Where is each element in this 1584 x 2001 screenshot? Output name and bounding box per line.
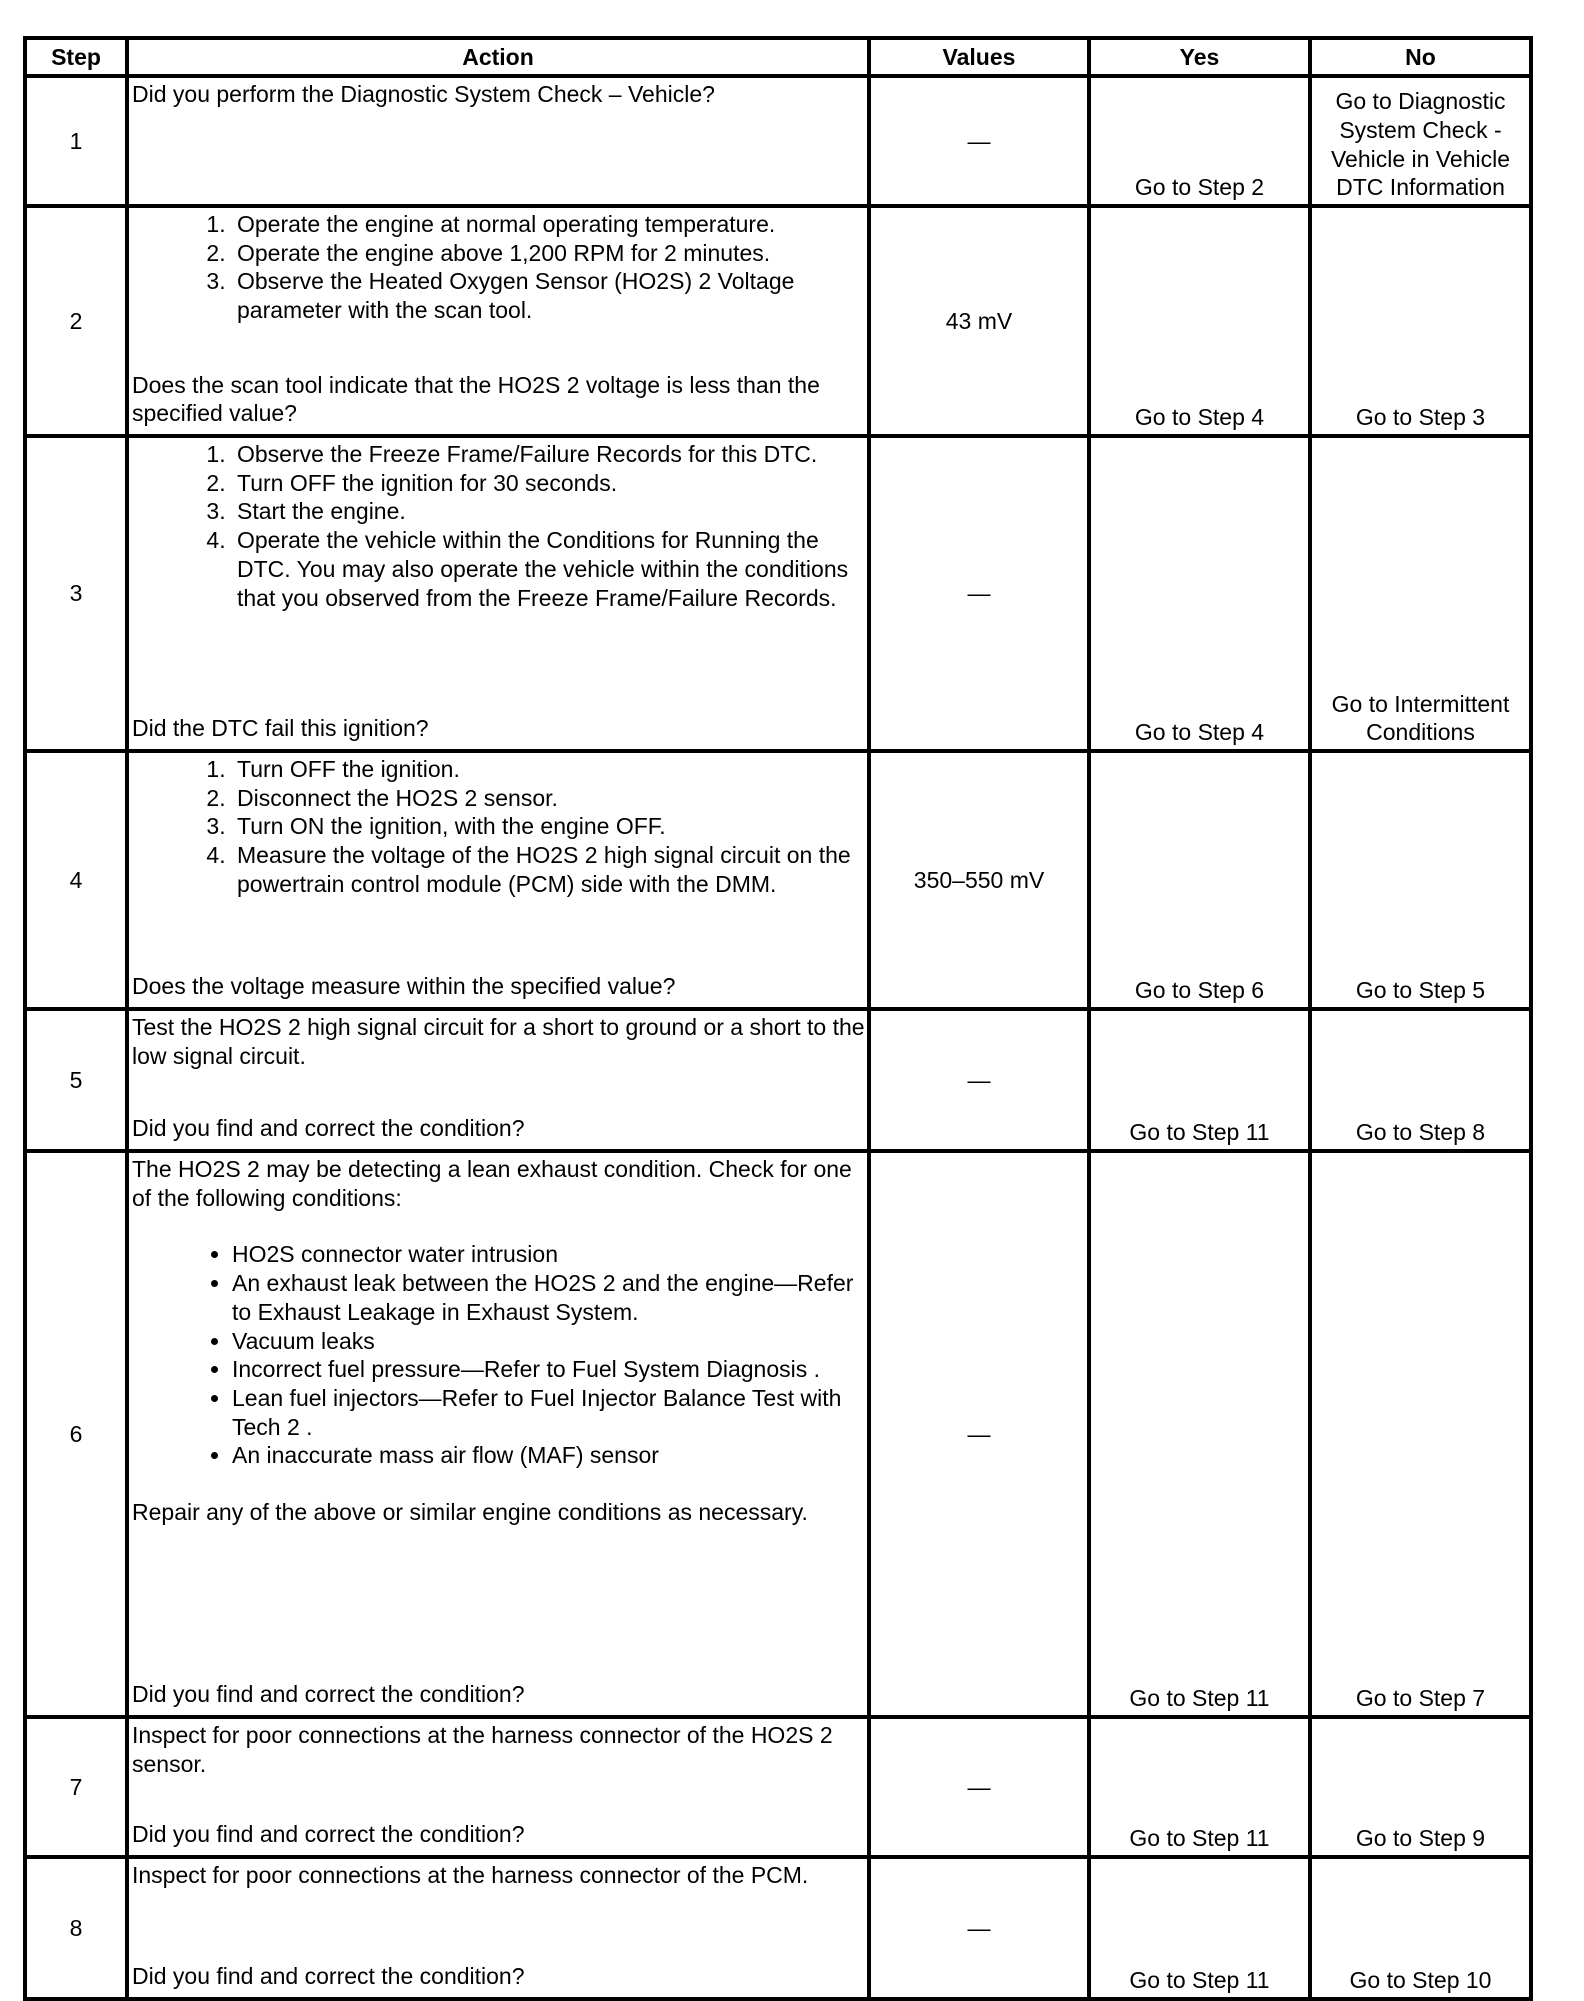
no-cell bbox=[1310, 1857, 1531, 1999]
header-values: Values bbox=[869, 38, 1089, 76]
action-question: Did you find and correct the condition? bbox=[132, 1821, 525, 1848]
action-cell bbox=[127, 1151, 869, 1717]
action-step: 2. Turn OFF the ignition for 30 seconds. bbox=[232, 469, 865, 498]
action-step: 1. Operate the engine at normal operating temperature. bbox=[232, 210, 865, 239]
action-cell bbox=[127, 206, 869, 436]
action-question: Does the scan tool indicate that the HO2S 2 voltage is less than the specified value? bbox=[132, 371, 820, 427]
yes-cell bbox=[1089, 206, 1310, 436]
yes-link[interactable]: Go to Step 4 bbox=[1134, 719, 1265, 746]
no-link[interactable]: Go to Step 9 bbox=[1355, 1825, 1486, 1852]
action-cell bbox=[127, 436, 869, 751]
yes-cell bbox=[1089, 1857, 1310, 1999]
condition-item: • Incorrect fuel pressure—Refer to Fuel System Diagnosis . bbox=[232, 1355, 865, 1384]
step-number: 7 bbox=[25, 1717, 127, 1857]
no-cell bbox=[1310, 436, 1531, 751]
no-link[interactable]: Go to Step 3 bbox=[1355, 404, 1486, 431]
table-row bbox=[25, 1009, 1531, 1151]
header-row bbox=[25, 38, 1531, 76]
action-intro: Inspect for poor connections at the harness connector of the HO2S 2 sensor. bbox=[132, 1722, 833, 1777]
action-intro: Inspect for poor connections at the harness connector of the PCM. bbox=[132, 1862, 809, 1888]
action-steps bbox=[132, 210, 865, 325]
step-number: 3 bbox=[25, 436, 127, 751]
action-content bbox=[129, 78, 867, 200]
no-cell bbox=[1310, 751, 1531, 1009]
action-content bbox=[129, 1153, 867, 1711]
no-link[interactable]: Go to Intermittent Conditions bbox=[1331, 690, 1510, 746]
diagnostic-table bbox=[23, 36, 1533, 2001]
action-step: 1. Turn OFF the ignition. bbox=[232, 755, 865, 784]
action-question: Did you find and correct the condition? bbox=[132, 1963, 525, 1990]
yes-link[interactable]: Go to Step 11 bbox=[1129, 1685, 1270, 1712]
value-cell: — bbox=[869, 1009, 1089, 1151]
no-cell bbox=[1310, 76, 1531, 206]
value-cell: 43 mV bbox=[869, 206, 1089, 436]
step-number: 5 bbox=[25, 1009, 127, 1151]
value-cell: — bbox=[869, 76, 1089, 206]
action-content bbox=[129, 208, 867, 430]
header-action: Action bbox=[127, 38, 869, 76]
table-row bbox=[25, 1717, 1531, 1857]
action-cell bbox=[127, 1857, 869, 1999]
action-question: Did you find and correct the condition? bbox=[132, 1115, 525, 1142]
table-row bbox=[25, 436, 1531, 751]
action-top bbox=[132, 1013, 865, 1070]
action-top bbox=[132, 80, 865, 109]
value-cell: — bbox=[869, 1857, 1089, 1999]
action-step: 4. Measure the voltage of the HO2S 2 high signal circuit on the powertrain control module (PCM) side with the DMM. bbox=[232, 841, 865, 898]
no-link[interactable]: Go to Diagnostic System Check - Vehicle in Vehicle DTC Information bbox=[1330, 88, 1510, 201]
action-step: 3. Start the engine. bbox=[232, 497, 865, 526]
header-no: No bbox=[1310, 38, 1531, 76]
table-row bbox=[25, 1857, 1531, 1999]
table-row bbox=[25, 206, 1531, 436]
condition-item: • An inaccurate mass air flow (MAF) sensor bbox=[232, 1441, 865, 1470]
yes-link[interactable]: Go to Step 11 bbox=[1129, 1967, 1270, 1994]
no-link[interactable]: Go to Step 10 bbox=[1349, 1967, 1492, 1994]
value-cell: — bbox=[869, 436, 1089, 751]
action-note: Repair any of the above or similar engine conditions as necessary. bbox=[132, 1499, 808, 1526]
yes-cell bbox=[1089, 1717, 1310, 1857]
action-question: Did the DTC fail this ignition? bbox=[132, 715, 429, 742]
no-cell bbox=[1310, 206, 1531, 436]
action-cell bbox=[127, 76, 869, 206]
table-row bbox=[25, 1151, 1531, 1717]
action-content bbox=[129, 1859, 867, 1993]
yes-link[interactable]: Go to Step 11 bbox=[1129, 1825, 1270, 1852]
condition-list bbox=[132, 1240, 865, 1470]
value-cell: 350–550 mV bbox=[869, 751, 1089, 1009]
action-top bbox=[132, 440, 865, 612]
action-top bbox=[132, 755, 865, 899]
action-question: Did you find and correct the condition? bbox=[132, 1681, 525, 1708]
action-step: 3. Observe the Heated Oxygen Sensor (HO2S) 2 Voltage parameter with the scan tool. bbox=[232, 267, 865, 324]
action-content bbox=[129, 1719, 867, 1851]
condition-item: • Vacuum leaks bbox=[232, 1327, 865, 1356]
no-cell bbox=[1310, 1009, 1531, 1151]
action-step: 2. Disconnect the HO2S 2 sensor. bbox=[232, 784, 865, 813]
yes-cell bbox=[1089, 436, 1310, 751]
header-yes: Yes bbox=[1089, 38, 1310, 76]
step-number: 2 bbox=[25, 206, 127, 436]
condition-item: • HO2S connector water intrusion bbox=[232, 1240, 865, 1269]
action-content bbox=[129, 438, 867, 745]
action-step: 2. Operate the engine above 1,200 RPM for 2 minutes. bbox=[232, 239, 865, 268]
action-cell bbox=[127, 1009, 869, 1151]
yes-link[interactable]: Go to Step 4 bbox=[1134, 404, 1265, 431]
condition-item: • An exhaust leak between the HO2S 2 and the engine—Refer to Exhaust Leakage in Exhaust System. bbox=[232, 1269, 865, 1326]
action-step: 3. Turn ON the ignition, with the engine OFF. bbox=[232, 812, 865, 841]
step-number: 1 bbox=[25, 76, 127, 206]
no-link[interactable]: Go to Step 7 bbox=[1355, 1685, 1486, 1712]
yes-link[interactable]: Go to Step 11 bbox=[1129, 1119, 1270, 1146]
yes-link[interactable]: Go to Step 6 bbox=[1134, 977, 1265, 1004]
value-cell: — bbox=[869, 1151, 1089, 1717]
yes-link[interactable]: Go to Step 2 bbox=[1134, 174, 1265, 201]
header-step: Step bbox=[25, 38, 127, 76]
action-content bbox=[129, 1011, 867, 1145]
yes-cell bbox=[1089, 1151, 1310, 1717]
step-number: 6 bbox=[25, 1151, 127, 1717]
table-row bbox=[25, 751, 1531, 1009]
step-number: 4 bbox=[25, 751, 127, 1009]
condition-item: • Lean fuel injectors—Refer to Fuel Injector Balance Test with Tech 2 . bbox=[232, 1384, 865, 1441]
step-number: 8 bbox=[25, 1857, 127, 1999]
action-top bbox=[132, 1721, 865, 1778]
table-row bbox=[25, 76, 1531, 206]
action-steps bbox=[132, 755, 865, 899]
action-cell bbox=[127, 1717, 869, 1857]
no-link[interactable]: Go to Step 8 bbox=[1355, 1119, 1486, 1146]
no-cell bbox=[1310, 1151, 1531, 1717]
action-top bbox=[132, 1861, 865, 1890]
no-link[interactable]: Go to Step 5 bbox=[1355, 977, 1486, 1004]
value-cell: — bbox=[869, 1717, 1089, 1857]
action-intro: Test the HO2S 2 high signal circuit for a short to ground or a short to the low signal circuit. bbox=[132, 1014, 865, 1069]
action-steps bbox=[132, 440, 865, 612]
no-cell bbox=[1310, 1717, 1531, 1857]
action-cell bbox=[127, 751, 869, 1009]
action-top bbox=[132, 210, 865, 325]
action-content bbox=[129, 753, 867, 1003]
action-question: Does the voltage measure within the specified value? bbox=[132, 973, 676, 1000]
yes-cell bbox=[1089, 751, 1310, 1009]
action-top bbox=[132, 1155, 865, 1527]
action-intro: The HO2S 2 may be detecting a lean exhaust condition. Check for one of the following conditions: bbox=[132, 1156, 852, 1211]
yes-cell bbox=[1089, 76, 1310, 206]
yes-cell bbox=[1089, 1009, 1310, 1151]
action-step: 1. Observe the Freeze Frame/Failure Records for this DTC. bbox=[232, 440, 865, 469]
action-step: 4. Operate the vehicle within the Conditions for Running the DTC. You may also operate the vehicle within the conditions that you observed from the Freeze Frame/Failure Records. bbox=[232, 526, 865, 612]
action-intro: Did you perform the Diagnostic System Check – Vehicle? bbox=[132, 81, 715, 107]
